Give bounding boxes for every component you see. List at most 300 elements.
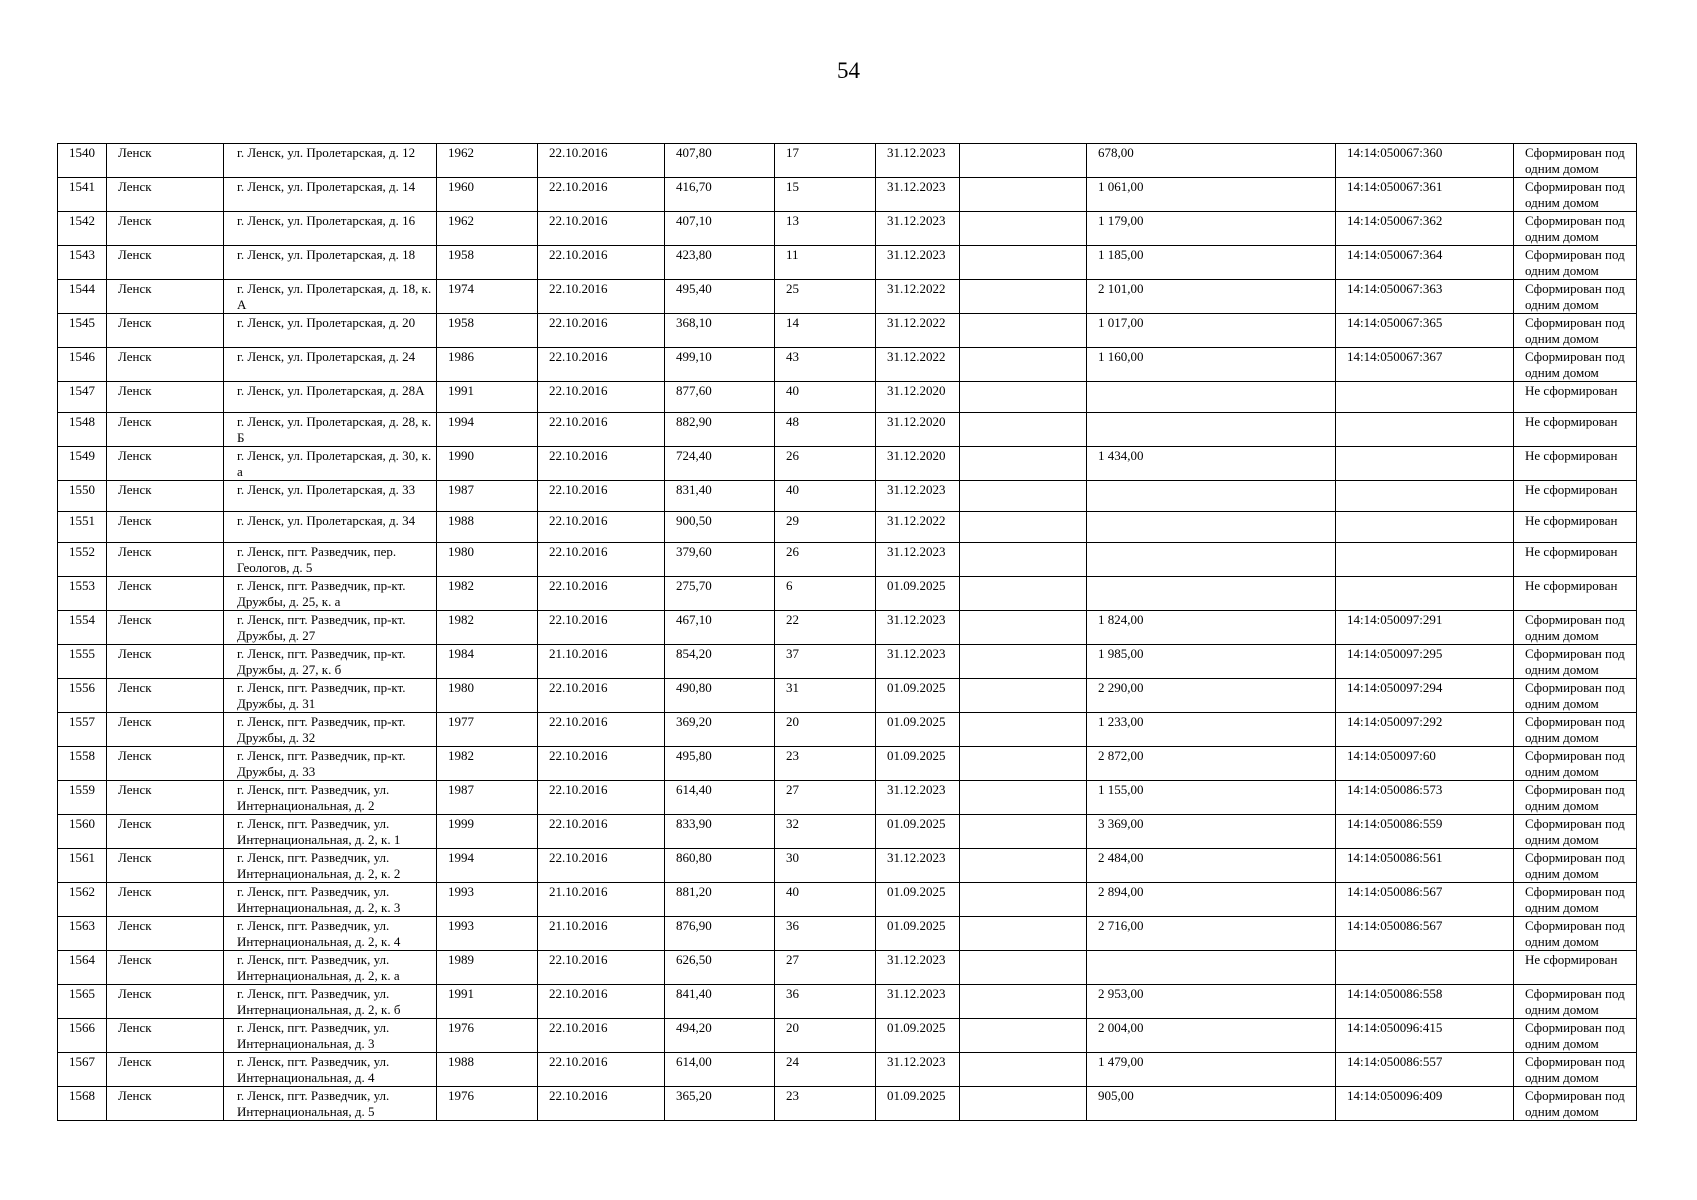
empty-cell (960, 144, 1087, 178)
land-status-cell: Сформирован под одним домом (1514, 747, 1637, 781)
land-status-cell: Не сформирован (1514, 447, 1637, 481)
address-cell: г. Ленск, пгт. Разведчик, ул. Интернациональная, д. 2 (224, 781, 437, 815)
land-area-cell: 2 872,00 (1087, 747, 1336, 781)
table-row (58, 314, 1637, 348)
municipality-cell: Ленск (107, 348, 224, 382)
empty-cell (960, 280, 1087, 314)
row-number-cell: 1548 (58, 413, 107, 447)
year-built-cell: 1991 (437, 985, 538, 1019)
land-area-cell: 1 179,00 (1087, 212, 1336, 246)
land-area-cell: 2 290,00 (1087, 679, 1336, 713)
table-row (58, 985, 1637, 1019)
residents-cell: 20 (775, 713, 876, 747)
cadastral-number-cell: 14:14:050086:573 (1336, 781, 1514, 815)
land-status-cell: Сформирован под одним домом (1514, 144, 1637, 178)
cadastral-number-cell: 14:14:050067:361 (1336, 178, 1514, 212)
area-cell: 614,00 (665, 1053, 775, 1087)
address-cell: г. Ленск, ул. Пролетарская, д. 28А (224, 382, 437, 413)
year-built-cell: 1958 (437, 314, 538, 348)
residents-cell: 22 (775, 611, 876, 645)
survey-date-cell: 22.10.2016 (538, 849, 665, 883)
relocation-date-cell: 31.12.2020 (876, 382, 960, 413)
address-cell: г. Ленск, ул. Пролетарская, д. 33 (224, 481, 437, 512)
residents-cell: 24 (775, 1053, 876, 1087)
survey-date-cell: 22.10.2016 (538, 1087, 665, 1121)
land-area-cell: 2 894,00 (1087, 883, 1336, 917)
land-area-cell: 1 434,00 (1087, 447, 1336, 481)
land-status-cell: Сформирован под одним домом (1514, 815, 1637, 849)
year-built-cell: 1976 (437, 1087, 538, 1121)
survey-date-cell: 22.10.2016 (538, 178, 665, 212)
table-row (58, 382, 1637, 413)
area-cell: 495,40 (665, 280, 775, 314)
survey-date-cell: 22.10.2016 (538, 144, 665, 178)
relocation-date-cell: 31.12.2023 (876, 246, 960, 280)
address-cell: г. Ленск, ул. Пролетарская, д. 16 (224, 212, 437, 246)
municipality-cell: Ленск (107, 1087, 224, 1121)
year-built-cell: 1988 (437, 512, 538, 543)
cadastral-number-cell: 14:14:050067:367 (1336, 348, 1514, 382)
empty-cell (960, 781, 1087, 815)
cadastral-number-cell: 14:14:050097:60 (1336, 747, 1514, 781)
land-area-cell (1087, 512, 1336, 543)
municipality-cell: Ленск (107, 577, 224, 611)
address-cell: г. Ленск, пгт. Разведчик, пр-кт. Дружбы, д. 27 (224, 611, 437, 645)
municipality-cell: Ленск (107, 815, 224, 849)
area-cell: 275,70 (665, 577, 775, 611)
land-status-cell: Сформирован под одним домом (1514, 781, 1637, 815)
area-cell: 416,70 (665, 178, 775, 212)
address-cell: г. Ленск, ул. Пролетарская, д. 20 (224, 314, 437, 348)
area-cell: 626,50 (665, 951, 775, 985)
survey-date-cell: 22.10.2016 (538, 447, 665, 481)
area-cell: 882,90 (665, 413, 775, 447)
survey-date-cell: 22.10.2016 (538, 280, 665, 314)
relocation-date-cell: 31.12.2023 (876, 178, 960, 212)
residents-cell: 40 (775, 481, 876, 512)
row-number-cell: 1542 (58, 212, 107, 246)
survey-date-cell: 22.10.2016 (538, 481, 665, 512)
land-area-cell: 1 061,00 (1087, 178, 1336, 212)
address-cell: г. Ленск, ул. Пролетарская, д. 14 (224, 178, 437, 212)
municipality-cell: Ленск (107, 849, 224, 883)
residents-cell: 48 (775, 413, 876, 447)
municipality-cell: Ленск (107, 280, 224, 314)
relocation-date-cell: 31.12.2023 (876, 951, 960, 985)
address-cell: г. Ленск, пгт. Разведчик, ул. Интернациональная, д. 2, к. 3 (224, 883, 437, 917)
land-area-cell: 1 017,00 (1087, 314, 1336, 348)
relocation-date-cell: 01.09.2025 (876, 815, 960, 849)
land-area-cell (1087, 951, 1336, 985)
empty-cell (960, 917, 1087, 951)
area-cell: 490,80 (665, 679, 775, 713)
year-built-cell: 1982 (437, 747, 538, 781)
row-number-cell: 1558 (58, 747, 107, 781)
area-cell: 900,50 (665, 512, 775, 543)
relocation-date-cell: 31.12.2023 (876, 481, 960, 512)
row-number-cell: 1566 (58, 1019, 107, 1053)
table-row (58, 815, 1637, 849)
cadastral-number-cell: 14:14:050096:409 (1336, 1087, 1514, 1121)
municipality-cell: Ленск (107, 481, 224, 512)
municipality-cell: Ленск (107, 747, 224, 781)
area-cell: 495,80 (665, 747, 775, 781)
land-status-cell: Сформирован под одним домом (1514, 611, 1637, 645)
year-built-cell: 1993 (437, 917, 538, 951)
municipality-cell: Ленск (107, 512, 224, 543)
address-cell: г. Ленск, ул. Пролетарская, д. 12 (224, 144, 437, 178)
relocation-date-cell: 31.12.2022 (876, 512, 960, 543)
address-cell: г. Ленск, пгт. Разведчик, пр-кт. Дружбы, д. 31 (224, 679, 437, 713)
land-status-cell: Сформирован под одним домом (1514, 679, 1637, 713)
relocation-date-cell: 31.12.2022 (876, 348, 960, 382)
row-number-cell: 1552 (58, 543, 107, 577)
year-built-cell: 1991 (437, 382, 538, 413)
relocation-date-cell: 31.12.2022 (876, 314, 960, 348)
address-cell: г. Ленск, пгт. Разведчик, пр-кт. Дружбы, д. 33 (224, 747, 437, 781)
address-cell: г. Ленск, пгт. Разведчик, ул. Интернациональная, д. 2, к. б (224, 985, 437, 1019)
table-row (58, 512, 1637, 543)
relocation-date-cell: 31.12.2023 (876, 144, 960, 178)
municipality-cell: Ленск (107, 1019, 224, 1053)
cadastral-number-cell: 14:14:050086:558 (1336, 985, 1514, 1019)
table-row (58, 577, 1637, 611)
row-number-cell: 1553 (58, 577, 107, 611)
residents-cell: 40 (775, 382, 876, 413)
survey-date-cell: 21.10.2016 (538, 883, 665, 917)
empty-cell (960, 611, 1087, 645)
area-cell: 407,80 (665, 144, 775, 178)
land-area-cell: 905,00 (1087, 1087, 1336, 1121)
empty-cell (960, 348, 1087, 382)
survey-date-cell: 22.10.2016 (538, 512, 665, 543)
residents-cell: 36 (775, 917, 876, 951)
year-built-cell: 1999 (437, 815, 538, 849)
empty-cell (960, 314, 1087, 348)
empty-cell (960, 747, 1087, 781)
survey-date-cell: 22.10.2016 (538, 543, 665, 577)
housing-register-table (57, 143, 1637, 1121)
address-cell: г. Ленск, пгт. Разведчик, ул. Интернациональная, д. 2, к. 1 (224, 815, 437, 849)
cadastral-number-cell (1336, 413, 1514, 447)
table-row (58, 679, 1637, 713)
address-cell: г. Ленск, ул. Пролетарская, д. 34 (224, 512, 437, 543)
residents-cell: 27 (775, 781, 876, 815)
survey-date-cell: 22.10.2016 (538, 1053, 665, 1087)
year-built-cell: 1984 (437, 645, 538, 679)
land-status-cell: Сформирован под одним домом (1514, 212, 1637, 246)
residents-cell: 11 (775, 246, 876, 280)
municipality-cell: Ленск (107, 246, 224, 280)
land-status-cell: Не сформирован (1514, 382, 1637, 413)
residents-cell: 23 (775, 1087, 876, 1121)
page-number: 54 (837, 58, 860, 83)
residents-cell: 25 (775, 280, 876, 314)
year-built-cell: 1980 (437, 679, 538, 713)
land-status-cell: Сформирован под одним домом (1514, 348, 1637, 382)
table-row (58, 713, 1637, 747)
land-area-cell: 1 160,00 (1087, 348, 1336, 382)
row-number-cell: 1545 (58, 314, 107, 348)
survey-date-cell: 22.10.2016 (538, 713, 665, 747)
residents-cell: 30 (775, 849, 876, 883)
land-status-cell: Не сформирован (1514, 543, 1637, 577)
table-row (58, 348, 1637, 382)
land-status-cell: Не сформирован (1514, 481, 1637, 512)
municipality-cell: Ленск (107, 713, 224, 747)
survey-date-cell: 22.10.2016 (538, 1019, 665, 1053)
cadastral-number-cell: 14:14:050067:362 (1336, 212, 1514, 246)
year-built-cell: 1976 (437, 1019, 538, 1053)
area-cell: 860,80 (665, 849, 775, 883)
row-number-cell: 1550 (58, 481, 107, 512)
land-status-cell: Не сформирован (1514, 512, 1637, 543)
relocation-date-cell: 31.12.2023 (876, 849, 960, 883)
land-status-cell: Сформирован под одним домом (1514, 849, 1637, 883)
row-number-cell: 1549 (58, 447, 107, 481)
residents-cell: 13 (775, 212, 876, 246)
empty-cell (960, 382, 1087, 413)
municipality-cell: Ленск (107, 781, 224, 815)
residents-cell: 23 (775, 747, 876, 781)
relocation-date-cell: 01.09.2025 (876, 917, 960, 951)
empty-cell (960, 713, 1087, 747)
table-body (58, 144, 1637, 1121)
relocation-date-cell: 01.09.2025 (876, 747, 960, 781)
table-row (58, 951, 1637, 985)
year-built-cell: 1987 (437, 481, 538, 512)
cadastral-number-cell: 14:14:050086:567 (1336, 917, 1514, 951)
table-row (58, 747, 1637, 781)
address-cell: г. Ленск, пгт. Разведчик, пр-кт. Дружбы, д. 25, к. а (224, 577, 437, 611)
land-area-cell (1087, 382, 1336, 413)
year-built-cell: 1994 (437, 849, 538, 883)
empty-cell (960, 883, 1087, 917)
table-row (58, 280, 1637, 314)
year-built-cell: 1986 (437, 348, 538, 382)
year-built-cell: 1977 (437, 713, 538, 747)
residents-cell: 29 (775, 512, 876, 543)
municipality-cell: Ленск (107, 611, 224, 645)
cadastral-number-cell (1336, 447, 1514, 481)
table-row (58, 645, 1637, 679)
table-row (58, 849, 1637, 883)
empty-cell (960, 951, 1087, 985)
land-status-cell: Не сформирован (1514, 951, 1637, 985)
cadastral-number-cell: 14:14:050097:292 (1336, 713, 1514, 747)
row-number-cell: 1551 (58, 512, 107, 543)
residents-cell: 6 (775, 577, 876, 611)
address-cell: г. Ленск, пгт. Разведчик, ул. Интернациональная, д. 3 (224, 1019, 437, 1053)
row-number-cell: 1559 (58, 781, 107, 815)
municipality-cell: Ленск (107, 985, 224, 1019)
land-status-cell: Сформирован под одним домом (1514, 178, 1637, 212)
survey-date-cell: 22.10.2016 (538, 815, 665, 849)
survey-date-cell: 22.10.2016 (538, 413, 665, 447)
survey-date-cell: 22.10.2016 (538, 611, 665, 645)
relocation-date-cell: 31.12.2023 (876, 645, 960, 679)
land-area-cell: 2 101,00 (1087, 280, 1336, 314)
cadastral-number-cell (1336, 512, 1514, 543)
row-number-cell: 1554 (58, 611, 107, 645)
municipality-cell: Ленск (107, 645, 224, 679)
cadastral-number-cell: 14:14:050086:557 (1336, 1053, 1514, 1087)
row-number-cell: 1561 (58, 849, 107, 883)
row-number-cell: 1541 (58, 178, 107, 212)
municipality-cell: Ленск (107, 543, 224, 577)
table-row (58, 1019, 1637, 1053)
relocation-date-cell: 31.12.2023 (876, 543, 960, 577)
empty-cell (960, 849, 1087, 883)
year-built-cell: 1962 (437, 144, 538, 178)
land-area-cell: 1 985,00 (1087, 645, 1336, 679)
address-cell: г. Ленск, пгт. Разведчик, ул. Интернациональная, д. 5 (224, 1087, 437, 1121)
land-status-cell: Сформирован под одним домом (1514, 246, 1637, 280)
survey-date-cell: 22.10.2016 (538, 747, 665, 781)
row-number-cell: 1562 (58, 883, 107, 917)
year-built-cell: 1982 (437, 577, 538, 611)
land-area-cell: 2 484,00 (1087, 849, 1336, 883)
cadastral-number-cell: 14:14:050097:294 (1336, 679, 1514, 713)
land-area-cell: 678,00 (1087, 144, 1336, 178)
land-area-cell (1087, 577, 1336, 611)
survey-date-cell: 21.10.2016 (538, 645, 665, 679)
year-built-cell: 1960 (437, 178, 538, 212)
area-cell: 833,90 (665, 815, 775, 849)
table-row (58, 178, 1637, 212)
area-cell: 881,20 (665, 883, 775, 917)
survey-date-cell: 22.10.2016 (538, 985, 665, 1019)
cadastral-number-cell (1336, 951, 1514, 985)
survey-date-cell: 22.10.2016 (538, 679, 665, 713)
area-cell: 614,40 (665, 781, 775, 815)
relocation-date-cell: 01.09.2025 (876, 883, 960, 917)
area-cell: 379,60 (665, 543, 775, 577)
municipality-cell: Ленск (107, 212, 224, 246)
address-cell: г. Ленск, пгт. Разведчик, ул. Интернациональная, д. 2, к. 2 (224, 849, 437, 883)
row-number-cell: 1543 (58, 246, 107, 280)
relocation-date-cell: 01.09.2025 (876, 679, 960, 713)
municipality-cell: Ленск (107, 178, 224, 212)
empty-cell (960, 985, 1087, 1019)
row-number-cell: 1556 (58, 679, 107, 713)
table-row (58, 543, 1637, 577)
year-built-cell: 1962 (437, 212, 538, 246)
table-row (58, 917, 1637, 951)
row-number-cell: 1547 (58, 382, 107, 413)
municipality-cell: Ленск (107, 883, 224, 917)
area-cell: 499,10 (665, 348, 775, 382)
land-status-cell: Сформирован под одним домом (1514, 1053, 1637, 1087)
relocation-date-cell: 31.12.2023 (876, 212, 960, 246)
table-row (58, 144, 1637, 178)
address-cell: г. Ленск, ул. Пролетарская, д. 30, к. а (224, 447, 437, 481)
municipality-cell: Ленск (107, 917, 224, 951)
table-row (58, 447, 1637, 481)
relocation-date-cell: 31.12.2023 (876, 1053, 960, 1087)
cadastral-number-cell (1336, 382, 1514, 413)
row-number-cell: 1540 (58, 144, 107, 178)
area-cell: 369,20 (665, 713, 775, 747)
row-number-cell: 1555 (58, 645, 107, 679)
relocation-date-cell: 31.12.2020 (876, 413, 960, 447)
row-number-cell: 1544 (58, 280, 107, 314)
relocation-date-cell: 31.12.2023 (876, 781, 960, 815)
empty-cell (960, 815, 1087, 849)
relocation-date-cell: 01.09.2025 (876, 713, 960, 747)
area-cell: 467,10 (665, 611, 775, 645)
survey-date-cell: 22.10.2016 (538, 246, 665, 280)
land-area-cell: 2 004,00 (1087, 1019, 1336, 1053)
residents-cell: 17 (775, 144, 876, 178)
land-status-cell: Сформирован под одним домом (1514, 883, 1637, 917)
residents-cell: 26 (775, 543, 876, 577)
address-cell: г. Ленск, ул. Пролетарская, д. 28, к. Б (224, 413, 437, 447)
address-cell: г. Ленск, пгт. Разведчик, ул. Интернациональная, д. 2, к. а (224, 951, 437, 985)
year-built-cell: 1974 (437, 280, 538, 314)
empty-cell (960, 543, 1087, 577)
year-built-cell: 1987 (437, 781, 538, 815)
land-area-cell: 1 233,00 (1087, 713, 1336, 747)
municipality-cell: Ленск (107, 314, 224, 348)
municipality-cell: Ленск (107, 1053, 224, 1087)
address-cell: г. Ленск, ул. Пролетарская, д. 18 (224, 246, 437, 280)
cadastral-number-cell: 14:14:050067:364 (1336, 246, 1514, 280)
address-cell: г. Ленск, пгт. Разведчик, ул. Интернациональная, д. 2, к. 4 (224, 917, 437, 951)
area-cell: 841,40 (665, 985, 775, 1019)
area-cell: 494,20 (665, 1019, 775, 1053)
empty-cell (960, 447, 1087, 481)
area-cell: 407,10 (665, 212, 775, 246)
year-built-cell: 1993 (437, 883, 538, 917)
empty-cell (960, 481, 1087, 512)
cadastral-number-cell: 14:14:050086:561 (1336, 849, 1514, 883)
survey-date-cell: 22.10.2016 (538, 382, 665, 413)
year-built-cell: 1982 (437, 611, 538, 645)
land-area-cell: 1 824,00 (1087, 611, 1336, 645)
residents-cell: 36 (775, 985, 876, 1019)
residents-cell: 31 (775, 679, 876, 713)
residents-cell: 32 (775, 815, 876, 849)
address-cell: г. Ленск, пгт. Разведчик, пр-кт. Дружбы, д. 32 (224, 713, 437, 747)
land-status-cell: Сформирован под одним домом (1514, 985, 1637, 1019)
land-area-cell: 3 369,00 (1087, 815, 1336, 849)
empty-cell (960, 212, 1087, 246)
row-number-cell: 1546 (58, 348, 107, 382)
cadastral-number-cell (1336, 481, 1514, 512)
cadastral-number-cell: 14:14:050097:291 (1336, 611, 1514, 645)
land-area-cell: 1 155,00 (1087, 781, 1336, 815)
residents-cell: 14 (775, 314, 876, 348)
empty-cell (960, 577, 1087, 611)
land-status-cell: Сформирован под одним домом (1514, 314, 1637, 348)
relocation-date-cell: 31.12.2023 (876, 985, 960, 1019)
cadastral-number-cell (1336, 543, 1514, 577)
year-built-cell: 1958 (437, 246, 538, 280)
municipality-cell: Ленск (107, 679, 224, 713)
table-row (58, 1087, 1637, 1121)
year-built-cell: 1988 (437, 1053, 538, 1087)
empty-cell (960, 679, 1087, 713)
address-cell: г. Ленск, ул. Пролетарская, д. 24 (224, 348, 437, 382)
residents-cell: 37 (775, 645, 876, 679)
land-area-cell: 1 479,00 (1087, 1053, 1336, 1087)
year-built-cell: 1989 (437, 951, 538, 985)
empty-cell (960, 1019, 1087, 1053)
residents-cell: 40 (775, 883, 876, 917)
table-row (58, 883, 1637, 917)
relocation-date-cell: 31.12.2020 (876, 447, 960, 481)
